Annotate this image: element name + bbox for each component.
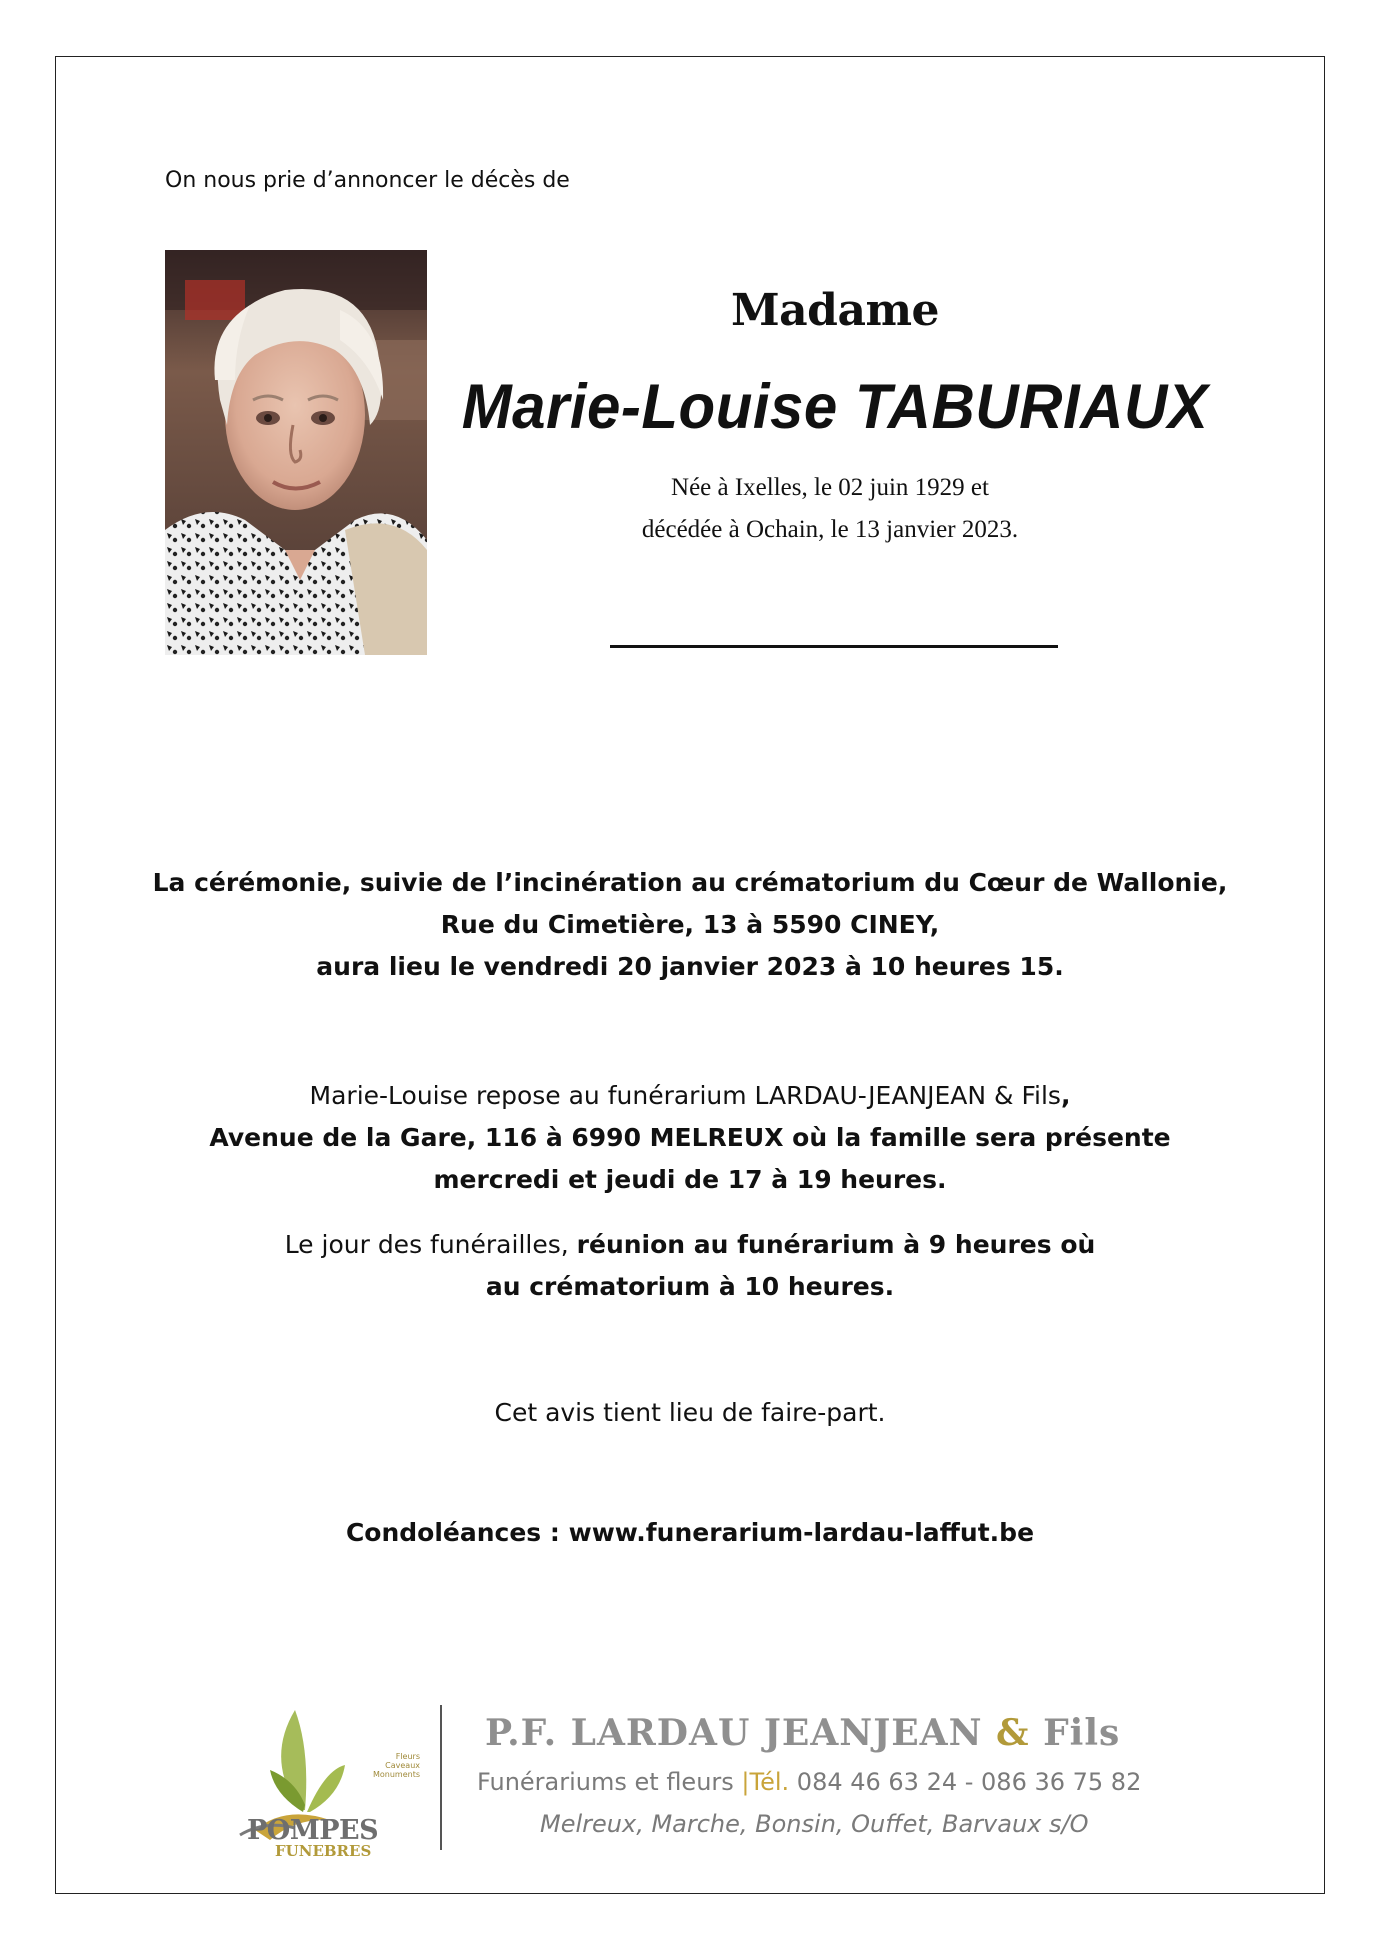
company-locations: Melreux, Marche, Bonsin, Ouffet, Barvaux s/O bbox=[540, 1810, 1089, 1838]
honorific: Madame bbox=[730, 285, 940, 336]
portrait-photo bbox=[165, 250, 427, 655]
company-name-part2: Fils bbox=[1029, 1712, 1121, 1754]
logo-tag-vaults: Caveaux bbox=[385, 1761, 420, 1770]
notice-text: Cet avis tient lieu de faire-part. bbox=[494, 1398, 886, 1427]
company-name bbox=[485, 1712, 1120, 1754]
visitation-line-1-comma: , bbox=[1060, 1081, 1071, 1110]
condolences-text: Condoléances : www.funerarium-lardau-laffut.be bbox=[345, 1518, 1035, 1547]
company-contact bbox=[477, 1768, 1141, 1796]
ceremony-line-3: aura lieu le vendredi 20 janvier 2023 à 10 heures 15. bbox=[316, 952, 1064, 981]
funeral-day-meeting: réunion au funérarium à 9 heures où bbox=[576, 1230, 1096, 1259]
birth-info: Née à Ixelles, le 02 juin 1929 et bbox=[671, 474, 989, 501]
visitation-line-1 bbox=[100, 1075, 1280, 1117]
footer-divider bbox=[440, 1705, 442, 1850]
company-name-amp: & bbox=[996, 1712, 1030, 1754]
funeral-day-text: Le jour des funérailles, bbox=[284, 1230, 577, 1259]
funeral-day-line-2: au crématorium à 10 heures. bbox=[485, 1272, 895, 1301]
logo-tag-flowers: Fleurs bbox=[395, 1752, 420, 1761]
logo-tag-monuments: Monuments bbox=[372, 1770, 420, 1779]
death-info: décédée à Ochain, le 13 janvier 2023. bbox=[641, 516, 1019, 543]
company-name-part1: P.F. LARDAU JEANJEAN bbox=[485, 1712, 997, 1754]
intro-text: On nous prie d’annoncer le décès de bbox=[165, 168, 570, 193]
visitation-line-3: mercredi et jeudi de 17 à 19 heures. bbox=[433, 1165, 947, 1194]
company-pipe: | bbox=[741, 1768, 750, 1796]
separator-line bbox=[610, 645, 1058, 648]
logo-word-pompes: POMPES bbox=[247, 1815, 379, 1846]
deceased-name: Marie-Louise TABURIAUX bbox=[461, 371, 1209, 442]
funeral-day-line-1 bbox=[100, 1224, 1280, 1266]
company-services: Funérariums et fleurs bbox=[477, 1768, 742, 1796]
logo-word-funebres: FUNEBRES bbox=[275, 1842, 372, 1860]
company-logo bbox=[235, 1700, 425, 1860]
visitation-line-1-text: Marie-Louise repose au funérarium LARDAU-JEANJEAN & Fils bbox=[309, 1081, 1061, 1110]
ceremony-line-1: La cérémonie, suivie de l’incinération au crématorium du Cœur de Wallonie, bbox=[152, 868, 1228, 897]
ceremony-line-2: Rue du Cimetière, 13 à 5590 CINEY, bbox=[440, 910, 940, 939]
company-phones: 084 46 63 24 - 086 36 75 82 bbox=[796, 1768, 1142, 1796]
visitation-line-2: Avenue de la Gare, 116 à 6990 MELREUX où la famille sera présente bbox=[209, 1123, 1171, 1152]
company-tel-label: Tél. bbox=[749, 1768, 797, 1796]
